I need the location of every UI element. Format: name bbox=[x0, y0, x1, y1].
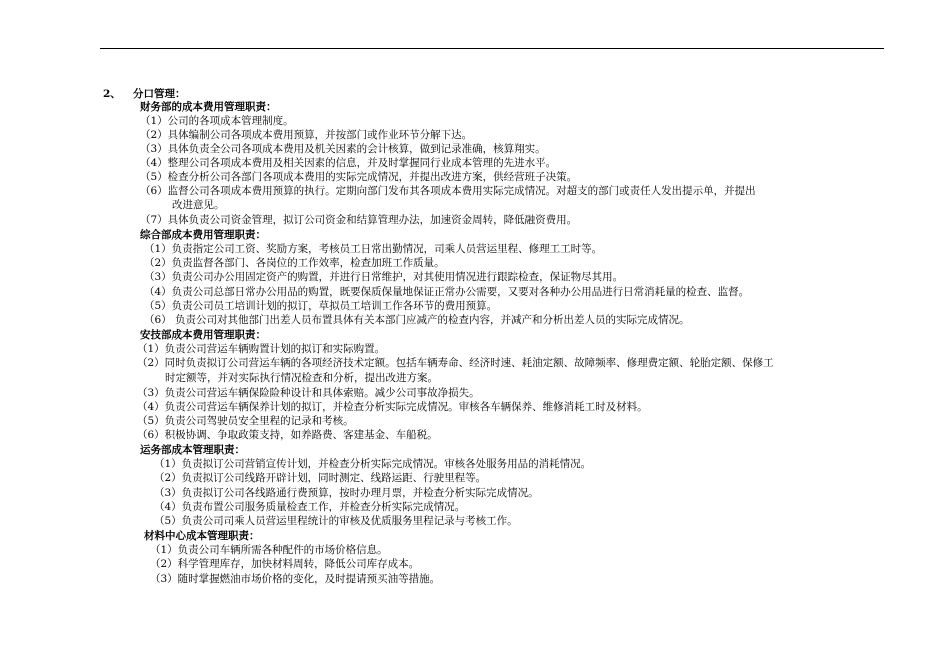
finance-item: （4）整理公司各项成本费用及相关因素的信息，并及时掌握同行业成本管理的先进水平。 bbox=[140, 157, 557, 169]
transport-item: （2）负责拟订公司线路开辟计划，同时测定、线路运距、行驶里程等。 bbox=[154, 472, 487, 484]
general-item: （2）负责监督各部门、各岗位的工作效率，检查加班工作质量。 bbox=[144, 257, 445, 269]
transport-item: （5）负责公司司乘人员营运里程统计的审核及优质服务里程记录与考核工作。 bbox=[154, 515, 518, 527]
general-item: （1）负责指定公司工资、奖励方案，考核员工日常出勤情况，司乘人员营运里程、修理工工时等。 bbox=[144, 243, 603, 255]
safety-item-continuation: 时定额等，并对实际执行情况检查和分析，提出改进方案。 bbox=[165, 372, 438, 384]
section-title: 分口管理： bbox=[133, 88, 186, 100]
general-item: （4）负责公司总部日常办公用品的购置，既要保质保量地保证正常办公需要，又要对各种办公用品进行日常消耗量的检查、监督。 bbox=[144, 286, 750, 298]
general-item: （3）负责公司办公用固定资产的购置，并进行日常维护，对其使用情况进行跟踪检查，保证物尽其用。 bbox=[144, 271, 624, 283]
transport-item: （3）负责拟订公司各线路通行费预算，按时办理月票，并检查分析实际完成情况。 bbox=[154, 487, 539, 499]
safety-item: （6）积极协调、争取政策支持，如养路费、客建基金、车船税。 bbox=[137, 429, 438, 441]
finance-item: （5）检查分析公司各部门各项成本费用的实际完成情况，并提出改进方案，供经营班子决策。 bbox=[140, 171, 578, 183]
safety-item: （1）负责公司营运车辆购置计划的拟订和实际购置。 bbox=[137, 343, 386, 355]
transport-item: （1）负责拟订公司营销宣传计划，并检查分析实际完成情况。审核各处服务用品的消耗情况。 bbox=[154, 458, 592, 470]
finance-item-continuation: 改进意见。 bbox=[172, 199, 225, 211]
general-item: （6） 负责公司对其他部门出差人员布置具体有关本部门应减产的检查内容，并减产和分析出差人员的实际完成情况。 bbox=[144, 314, 690, 326]
materials-item: （2）科学管理库存，加快材料周转，降低公司库存成本。 bbox=[150, 558, 420, 570]
finance-item: （3）具体负责全公司各项成本费用及机关因素的会计核算，做到记录准确，核算翔实。 bbox=[140, 143, 546, 155]
materials-heading: 材料中心成本管理职责： bbox=[144, 530, 260, 542]
finance-item: （2）具体编制公司各项成本费用预算，并按部门或作业环节分解下达。 bbox=[140, 129, 473, 141]
finance-item: （1）公司的各项成本管理制度。 bbox=[140, 115, 294, 127]
safety-item: （5）负责公司驾驶员安全里程的记录和考核。 bbox=[137, 415, 354, 427]
finance-item: （7）具体负责公司资金管理，拟订公司资金和结算管理办法，加速资金周转，降低融资费用。 bbox=[140, 214, 578, 226]
section-number: 2、 bbox=[103, 88, 121, 100]
safety-item: （2）同时负责拟订公司营运车辆的各项经济技术定额。包括车辆寿命、经济时速、耗油定额、故障频率、修理费定额、轮胎定额、保修工 bbox=[137, 357, 774, 369]
general-item: （5）负责公司员工培训计划的拟订，草拟员工培训工作各环节的费用预算。 bbox=[144, 300, 498, 312]
safety-item: （4）负责公司营运车辆保养计划的拟订，并检查分析实际完成情况。审核各车辆保养、维修消耗工时及材料。 bbox=[137, 401, 648, 413]
safety-heading: 安技部成本费用管理职责： bbox=[140, 329, 266, 341]
transport-heading: 运务部成本管理职责： bbox=[140, 444, 245, 456]
transport-item: （4）负责布置公司服务质量检查工作，并检查分析实际完成情况。 bbox=[154, 501, 466, 513]
finance-heading: 财务部的成本费用管理职责： bbox=[140, 101, 277, 113]
general-heading: 综合部成本费用管理职责： bbox=[140, 229, 266, 241]
materials-item: （3）随时掌握燃油市场价格的变化，及时提请预买油等措施。 bbox=[150, 573, 441, 585]
header-rule bbox=[100, 48, 884, 49]
finance-item: （6）监督公司各项成本费用预算的执行。定期向部门发布其各项成本费用实际完成情况。对超支的部门或责任人发出提示单，并提出 bbox=[140, 185, 756, 197]
safety-item: （3）负责公司营运车辆保险险种设计和具体索赔。减少公司事故净损失。 bbox=[137, 387, 480, 399]
materials-item: （1）负责公司车辆所需各种配件的市场价格信息。 bbox=[150, 544, 388, 556]
